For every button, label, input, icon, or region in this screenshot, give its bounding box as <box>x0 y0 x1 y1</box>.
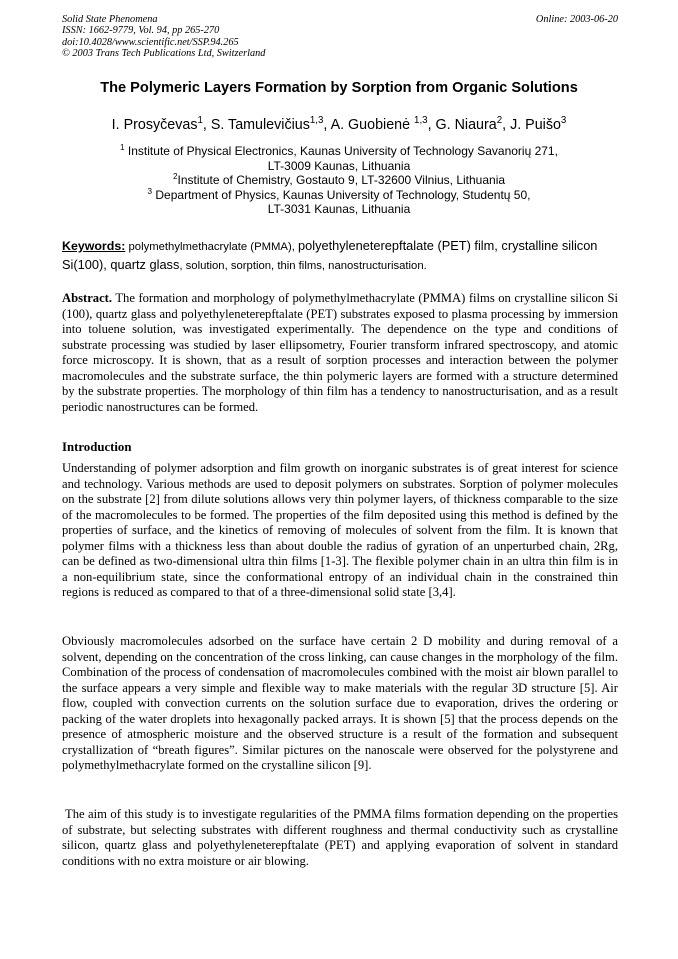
keywords: Keywords: polymethylmethacrylate (PMMA), polyethyleneterepftalate (PET) film, crystalline silicon Si(100), quartz glass, solution, sorption, thin films, nanostructurisation. <box>62 238 598 272</box>
author-name: A. Guobienė <box>330 117 411 133</box>
paragraph: The aim of this study is to investigate regularities of the PMMA films formation depending on the properties of substrate, but selecting substrates with different roughness and thermal conductivity such as crystalline silicon, quartz glass and polyethyleneterepftalate (PET) and applying evaporation of solvent in standard conditions with no extra moisture or air blowing. <box>62 807 618 868</box>
paragraph: Obviously macromolecules adsorbed on the surface have certain 2 D mobility and during removal of a solvent, depending on the concentration of the cross linking, can cause changes in the morphology of the film. Combination of the process of condensation of macromolecules combined with the moist air blown parallel to the surface appears a very simple and flexible way to make materials with the regular 3D structure [5]. Air flow, coupled with convection currents on the solution surface due to evaporation, drives the ordering or packing of the water droplets into hexagonally packed arrays. It is shown [5] that the process depends on the presence of atmospheric moisture and the observed structure is a result of the formation and subsequent crystallization of “breath figures”. Similar pictures on the nanoscale were observed for the polystyrene and polymethylmethacrylate formed on the crystalline silicon [9]. <box>62 634 618 772</box>
author-affiliation-mark: 1,3 <box>309 115 324 127</box>
author-name: J. Puišo <box>510 117 561 133</box>
author-name: G. Niaura <box>435 117 497 133</box>
author-affiliation-mark: 3 <box>560 115 567 127</box>
affiliation-continued: LT-3031 Kaunas, Lithuania <box>267 202 411 217</box>
abstract <box>62 291 618 415</box>
paper-title: The Polymeric Layers Formation by Sorption from Organic Solutions <box>100 80 578 96</box>
affiliation: $^1$ Institute of Physical Electronics, Kaunas University of Technology Savanorių 271, <box>120 143 558 158</box>
keywords-label: Keywords: <box>62 239 126 253</box>
paragraph: Understanding of polymer adsorption and film growth on inorganic substrates is of great interest for science and technology. Various methods are used to deposit polymers on substrates. Sorption of polymer molecules on the substrate [2] from dilute solutions allows very thin polymer layers, of thickness comparable to the size of the macromolecules to be formed. The properties of the film deposited using this method is defined by the properties of surface, and the kinetics of removing of molecules of solvent from the film. It is known that polymer films with a thickness less than about double the radius of gyration of an unperturbed chain, 2Rg, can be defined as two-dimensional ultra thin films [1-3]. The flexible polymer chain in an ultra thin film is in a non-equilibrium state, since the conformational entropy of an individual chain in the constrained thin regions is reduced as compared to that of a three-dimensional solid state [3,4]. <box>62 461 618 599</box>
affiliation-continued: LT-3009 Kaunas, Lithuania <box>267 158 411 173</box>
author-name: S. Tamulevičius <box>210 117 310 133</box>
abstract-label: Abstract. <box>62 291 113 305</box>
doi-line: doi:10.4028/www.scientific.net/SSP.94.265 <box>62 36 239 48</box>
affiliation-list <box>60 144 618 217</box>
author-affiliation-mark: 1 <box>197 115 203 127</box>
author-list: I. Prosyčevas$^1$, S. Tamulevičius$^{1,3}$, A. Guobienė $^{1,3}$, G. Niaura$^2$, J. Puišo$^3$ <box>111 115 567 133</box>
author-name: I. Prosyčevas <box>111 117 198 133</box>
affiliation: $^2$Institute of Chemistry, Gostauto 9, LT-32600 Vilnius, Lithuania <box>172 172 506 188</box>
abstract-text: The formation and morphology of polymethylmethacrylate (PMMA) films on crystalline silicon Si (100), quartz glass and polyethyleneterepftalate (PET) substrates exposed to plasma processing by immersion into toluene solution, was investigated experimentally. The dependence on the type and conditions of substrate processing was studied by laser ellipsometry, Fourier transform infrared spectroscopy, and atomic force microscopy. It is shown, that as a result of sorption processes and interaction between the polymer macromolecules and the substrate surface, the thin polymeric layers are formed with a structure determined by the substrate properties. The morphology of thin film has a tendency to nanostructurisation, and as a result periodic nanostructures can be formed. <box>62 291 618 414</box>
author-affiliation-mark: 1,3 <box>414 115 428 127</box>
section-heading-introduction: Introduction <box>62 440 132 454</box>
journal-header <box>62 14 618 59</box>
author-affiliation-mark: 2 <box>496 115 503 127</box>
journal-name: Solid State Phenomena <box>62 14 158 25</box>
affiliation: $^3$ Department of Physics, Kaunas University of Technology, Studentų 50, <box>147 186 531 202</box>
issn-line: ISSN: 1662-9779, Vol. 94, pp 265-270 <box>62 25 220 37</box>
online-date: Online: 2003-06-20 <box>535 14 618 25</box>
copyright-line: © 2003 Trans Tech Publications Ltd, Switzerland <box>62 47 266 59</box>
